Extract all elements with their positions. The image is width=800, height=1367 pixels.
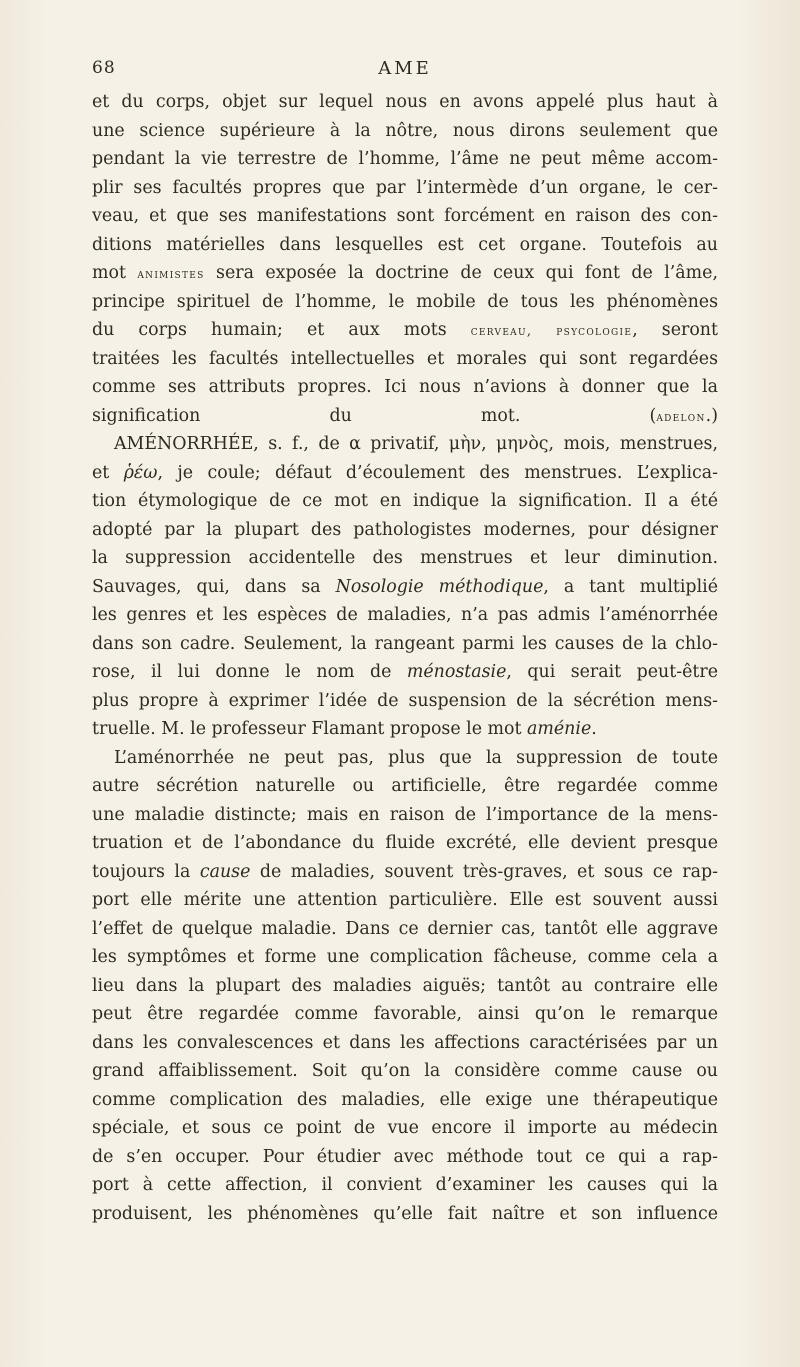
running-head: AME [378,58,432,79]
text-segment: ditions matérielles dans lesquelles est cet organe. Toutefois au [92,234,718,255]
text-segment: , qui serait peut-être [506,662,718,682]
text-segment: , seront [632,320,718,340]
text-line [92,459,718,488]
text-line [92,573,718,602]
text-line [92,658,718,687]
text-segment: L’aménorrhée ne peut pas, plus que la suppression de toute [114,747,718,768]
text-segment: sera exposée la doctrine de ceux qui font de l’âme, [204,263,718,283]
text-segment: lieu dans la plupart des maladies aiguës; tantôt au contraire elle [92,975,718,996]
text-line [92,1114,718,1143]
italic-text: ῥέω [123,462,158,483]
text-segment: , je coule; défaut d’écoulement des menstrues. L’explica- [157,462,719,483]
text-segment: plir ses facultés propres que par l’intermède d’un organe, le cer- [92,177,718,198]
text-line [92,88,718,117]
text-line [92,288,718,317]
italic-text: ménostasie [406,662,507,682]
text-segment: Sauvages, qui, dans sa [92,576,336,597]
text-line [92,516,718,545]
text-segment: une science supérieure à la nôtre, nous dirons seulement que [92,120,718,141]
text-line [92,1171,718,1200]
text-line [92,687,718,716]
text-line [92,1086,718,1115]
text-segment: port elle mérite une attention particulière. Elle est souvent aussi [92,890,718,910]
text-line [92,145,718,174]
text-line [92,373,718,402]
text-line [92,744,718,773]
text-line [92,430,718,459]
text-line [92,858,718,887]
text-segment: l’effet de quelque maladie. Dans ce dernier cas, tantôt elle aggrave [92,918,718,939]
text-segment: .) [705,405,718,426]
body-text [92,88,718,1228]
text-line [92,886,718,915]
text-line [92,715,718,744]
text-line [92,1143,718,1172]
text-line [92,829,718,858]
text-segment: produisent, les phénomènes qu’elle fait naître et son influence [92,1203,718,1224]
text-segment: truation et de l’abondance du fluide excrété, elle devient presque [92,833,718,853]
text-line [92,1029,718,1058]
text-segment: les symptômes et forme une complication fâcheuse, comme cela a [92,947,718,967]
text-segment: autre sécrétion naturelle ou artificielle, être regardée comme [92,776,718,796]
text-segment: peut être regardée comme favorable, ainsi qu’on le remarque [92,1004,718,1024]
text-line [92,1057,718,1086]
text-segment: veau, et que ses manifestations sont forcément en raison des con- [92,206,718,226]
text-segment: dans son cadre. Seulement, la rangeant parmi les causes de la chlo- [92,633,718,654]
text-line [92,943,718,972]
text-line [92,174,718,203]
text-segment: pendant la vie terrestre de l’homme, l’âme ne peut même accom- [92,149,718,169]
text-segment: tion étymologique de ce mot en indique la signification. Il a été [92,491,718,511]
text-line [92,915,718,944]
text-segment: du corps humain; et aux mots [92,320,471,340]
text-segment: comme complication des maladies, elle exige une thérapeutique [92,1089,718,1110]
text-segment: dans les convalescences et dans les affections caractérisées par un [92,1032,718,1053]
text-segment: traitées les facultés intellectuelles et morales qui sont regardées [92,348,718,369]
text-line [92,487,718,516]
text-line [92,1200,718,1229]
text-line [92,601,718,630]
text-segment: la suppression accidentelle des menstrues et leur diminution. [92,548,718,568]
text-segment: truelle. M. le professeur Flamant propose le mot [92,719,528,739]
text-line [92,117,718,146]
text-segment: et du corps, objet sur lequel nous en avons appelé plus haut à [92,92,718,112]
text-line [92,772,718,801]
small-caps-text: animistes [137,267,205,282]
text-segment: comme ses attributs propres. Ici nous n’avions à donner que la [92,377,718,397]
text-line [92,259,718,288]
text-segment: spéciale, et sous ce point de vue encore il importe au médecin [92,1118,718,1138]
text-segment: de s’en occuper. Pour étudier avec méthode tout ce qui a rap- [92,1146,718,1167]
text-segment: . [591,719,597,739]
text-line [92,345,718,374]
text-line [92,202,718,231]
text-line [92,231,718,260]
text-segment: rose, il lui donne le nom de [92,662,407,682]
text-line [92,801,718,830]
text-segment: , a tant multiplié [543,576,718,597]
page-number: 68 [92,58,116,78]
italic-text: aménie [527,719,592,739]
text-line [92,544,718,573]
small-caps-text: adelon [656,409,706,425]
text-segment: une maladie distincte; mais en raison de l’importance de la mens- [92,804,718,825]
text-segment: toujours la [92,861,200,882]
text-segment: AMÉNORRHÉE, s. f., de α privatif, μὴν, μηνὸς, mois, menstrues, [114,434,718,454]
text-line [92,402,718,431]
text-segment: signification du mot. ( [92,405,657,426]
text-segment: grand affaiblissement. Soit qu’on la considère comme cause ou [92,1061,718,1081]
text-segment: adopté par la plupart des pathologistes modernes, pour désigner [92,519,718,540]
text-segment: plus propre à exprimer l’idée de suspension de la sécrétion mens- [92,690,718,711]
text-line [92,316,718,345]
text-segment: port à cette affection, il convient d’examiner les causes qui la [92,1175,718,1195]
text-line [92,630,718,659]
italic-text: Nosologie méthodique [335,576,544,597]
italic-text: cause [199,861,251,882]
text-segment: de maladies, souvent très-graves, et sous ce rap- [250,861,718,882]
text-line [92,1000,718,1029]
text-line [92,972,718,1001]
text-segment: et [92,462,124,483]
text-segment: principe spirituel de l’homme, le mobile de tous les phénomènes [92,291,718,312]
text-segment: mot [92,263,138,283]
text-segment: les genres et les espèces de maladies, n’a pas admis l’aménorrhée [92,605,718,625]
page-header [92,58,718,86]
small-caps-text: cerveau, psycologie [470,324,633,339]
